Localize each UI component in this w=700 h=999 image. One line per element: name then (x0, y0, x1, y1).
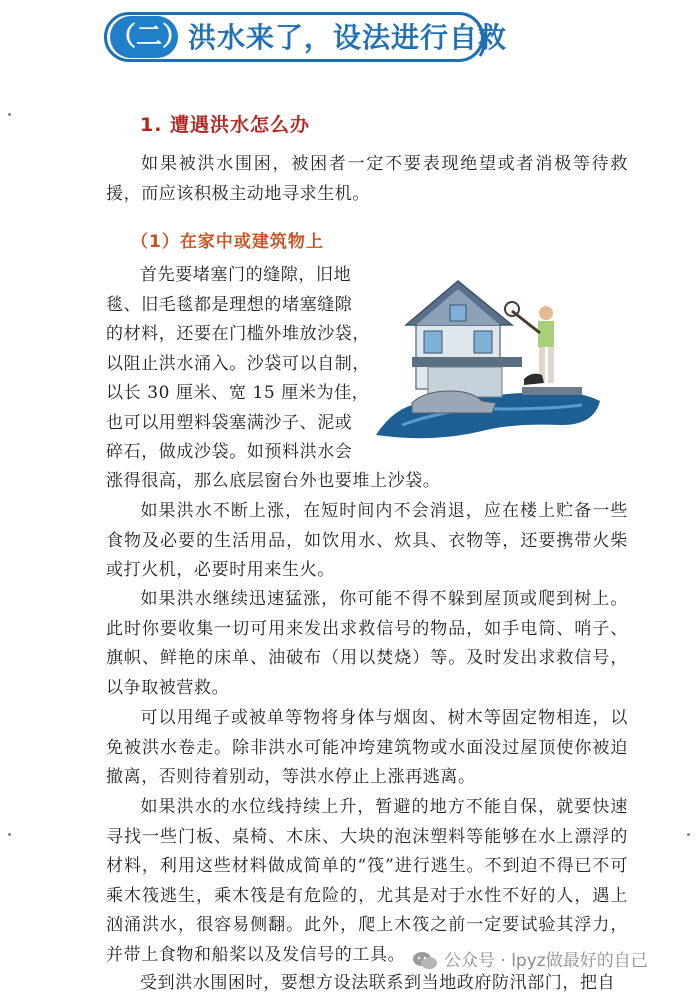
margin-mark (8, 113, 11, 116)
p1-line: 的材料，还要在门槛外堆放沙袋， (106, 324, 370, 344)
p1-line: 也可以用塑料袋塞满沙子、泥或 (106, 412, 353, 433)
paragraph-2: 如果洪水不断上涨，在短时间内不会消退，应在楼上贮备一些食物及必要的生活用品，如饮用水、炊具、衣物等，还要携带火柴或打火机，必要时用来生火。 (106, 501, 628, 580)
paragraph-1 (106, 261, 374, 468)
watermark-text: 公众号 · lpyz做最好的自己 (444, 951, 648, 971)
paragraph-3: 如果洪水继续迅速猛涨，你可能不得不躲到屋顶或爬到树上。此时你要收集一切可用来发出求救信号的物品，如手电筒、哨子、旗帜、鲜艳的床单、油破布（用以焚烧）等。及时发出求救信号，以争取被营救。 (106, 589, 628, 698)
p1-line: 以阻止洪水涌入。沙袋可以自制， (106, 353, 370, 374)
p1-tail: 涨得很高，那么底层窗台外也要堆上沙袋。 (106, 471, 441, 491)
margin-mark (687, 833, 690, 836)
banner-title: 洪水来了，设法进行自救 (188, 21, 508, 54)
intro-paragraph (106, 150, 628, 209)
paragraph-6: 受到洪水围困时，要想方设法联系到当地政府防汛部门，把自 (140, 973, 616, 993)
paragraph-4: 可以用绳子或被单等物将身体与烟囱、树木等固定物相连，以免被洪水卷走。除非洪水可能冲垮建筑物或水面没过屋顶使你被迫撤离，否则待着别动，等洪水停止上涨再逃离。 (106, 708, 628, 787)
margin-mark (8, 833, 11, 836)
p1-line: 以长 30 厘米、宽 15 厘米为佳， (106, 383, 370, 403)
p1-line: 毯、旧毛毯都是理想的堵塞缝隙 (106, 294, 353, 315)
wechat-icon (412, 950, 438, 972)
p1-line: 首先要堵塞门的缝隙，旧地 (140, 265, 352, 285)
section-number-badge: （二） (110, 16, 178, 58)
flooded-house-illustration (372, 275, 604, 447)
intro-text: 如果被洪水围困，被困者一定不要表现绝望或者消极等待救援，而应该积极主动地寻求生机。 (106, 154, 628, 204)
p1-line: 碎石，做成沙袋。如预料洪水会 (106, 442, 353, 462)
sub-heading: （1）在家中或建筑物上 (131, 232, 324, 252)
watermark (412, 946, 648, 976)
banner-swoosh-icon (474, 20, 494, 60)
section-heading: 1. 遭遇洪水怎么办 (140, 114, 311, 136)
paragraph-5: 如果洪水的水位线持续上升，暂避的地方不能自保，就要快速寻找一些门板、桌椅、木床、大块的泡沫塑料等能够在水上漂浮的材料，利用这些材料做成简单的“筏”进行逃生。不到迫不得已不可乘木筏逃生，乘木筏是有危险的，尤其是对于水性不好的人，遇上汹涌洪水，很容易侧翻。此外，爬上木筏之前一定要试验其浮力，并带上食物和船桨以及发信号的工具。 (106, 797, 628, 965)
